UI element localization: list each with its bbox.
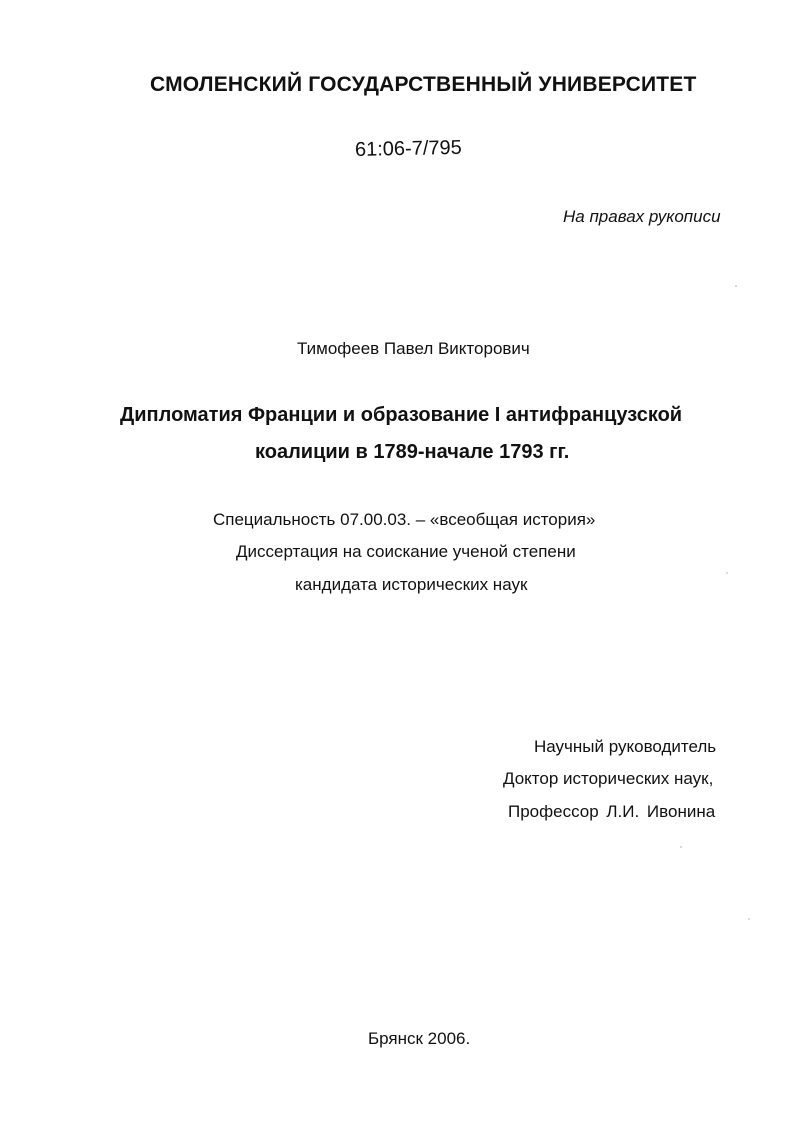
rights-note: На правах рукописи — [563, 207, 721, 226]
supervisor-name: Профессор Л.И. Ивонина — [508, 802, 716, 821]
thesis-title-line-2: коалиции в 1789-начале 1793 гг. — [255, 441, 570, 463]
city-year: Брянск 2006. — [368, 1029, 471, 1048]
supervisor-label: Научный руководитель — [534, 737, 717, 756]
scan-speck — [726, 572, 728, 574]
scan-speck — [680, 846, 682, 848]
dissertation-line-2: кандидата исторических наук — [295, 575, 528, 594]
scan-speck — [735, 285, 737, 287]
thesis-title-line-1: Дипломатия Франции и образование I антифранцузской — [120, 404, 683, 426]
university-name: СМОЛЕНСКИЙ ГОСУДАРСТВЕННЫЙ УНИВЕРСИТЕТ — [150, 73, 697, 96]
supervisor-degree: Доктор исторических наук, — [503, 769, 714, 788]
scan-speck — [748, 918, 750, 920]
catalog-code: 61:06-7/795 — [354, 136, 462, 161]
specialty-line: Специальность 07.00.03. – «всеобщая история» — [213, 510, 596, 529]
dissertation-line-1: Диссертация на соискание ученой степени — [236, 542, 576, 561]
author-name: Тимофеев Павел Викторович — [297, 339, 530, 358]
